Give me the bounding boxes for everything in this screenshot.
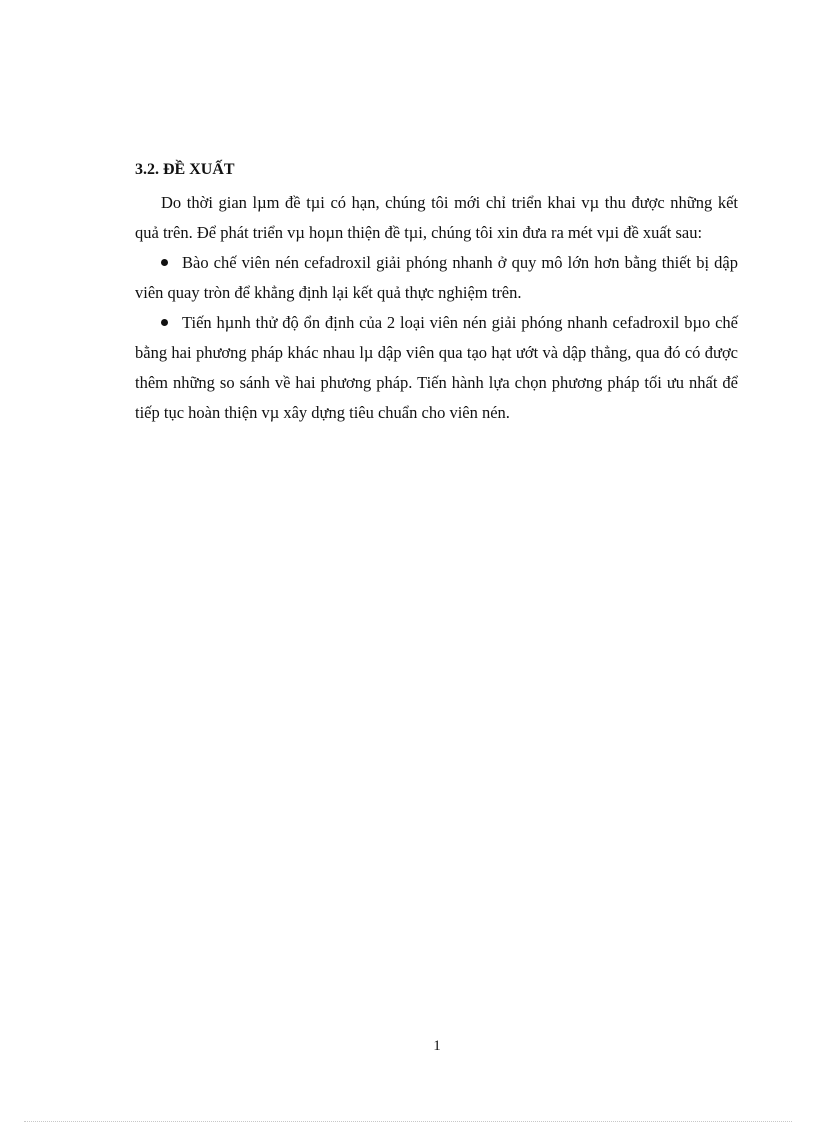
page-bottom-divider [24, 1121, 792, 1122]
bullet-item [135, 308, 738, 428]
bullet-text: Tiến hµnh thử độ ổn định của 2 loại viên nén giải phóng nhanh cefadroxil bµo chế bằng hai phương pháp khác nhau lµ dập viên qua tạo hạt ướt và dập thẳng, qua đó có được thêm những so sánh về hai phương pháp. Tiến hành lựa chọn phương pháp tối ưu nhất để tiếp tục hoàn thiện vµ xây dựng tiêu chuẩn cho viên nén. [135, 313, 738, 422]
page-number: 1 [433, 1038, 441, 1054]
bullet-icon [161, 319, 168, 326]
bullet-item [135, 248, 738, 308]
intro-paragraph: Do thời gian lµm đề tµi có hạn, chúng tôi mới chỉ triển khai vµ thu được những kết quả trên. Để phát triển vµ hoµn thiện đề tµi, chúng tôi xin đưa ra mét vµi đề xuất sau: [135, 193, 738, 242]
section-content [135, 160, 738, 428]
bullet-icon [161, 259, 168, 266]
bullet-text: Bào chế viên nén cefadroxil giải phóng nhanh ở quy mô lớn hơn bằng thiết bị dập viên quay tròn để khẳng định lại kết quả thực nghiệm trên. [135, 253, 738, 302]
section-heading: 3.2. ĐỀ XUẤT [135, 161, 235, 178]
